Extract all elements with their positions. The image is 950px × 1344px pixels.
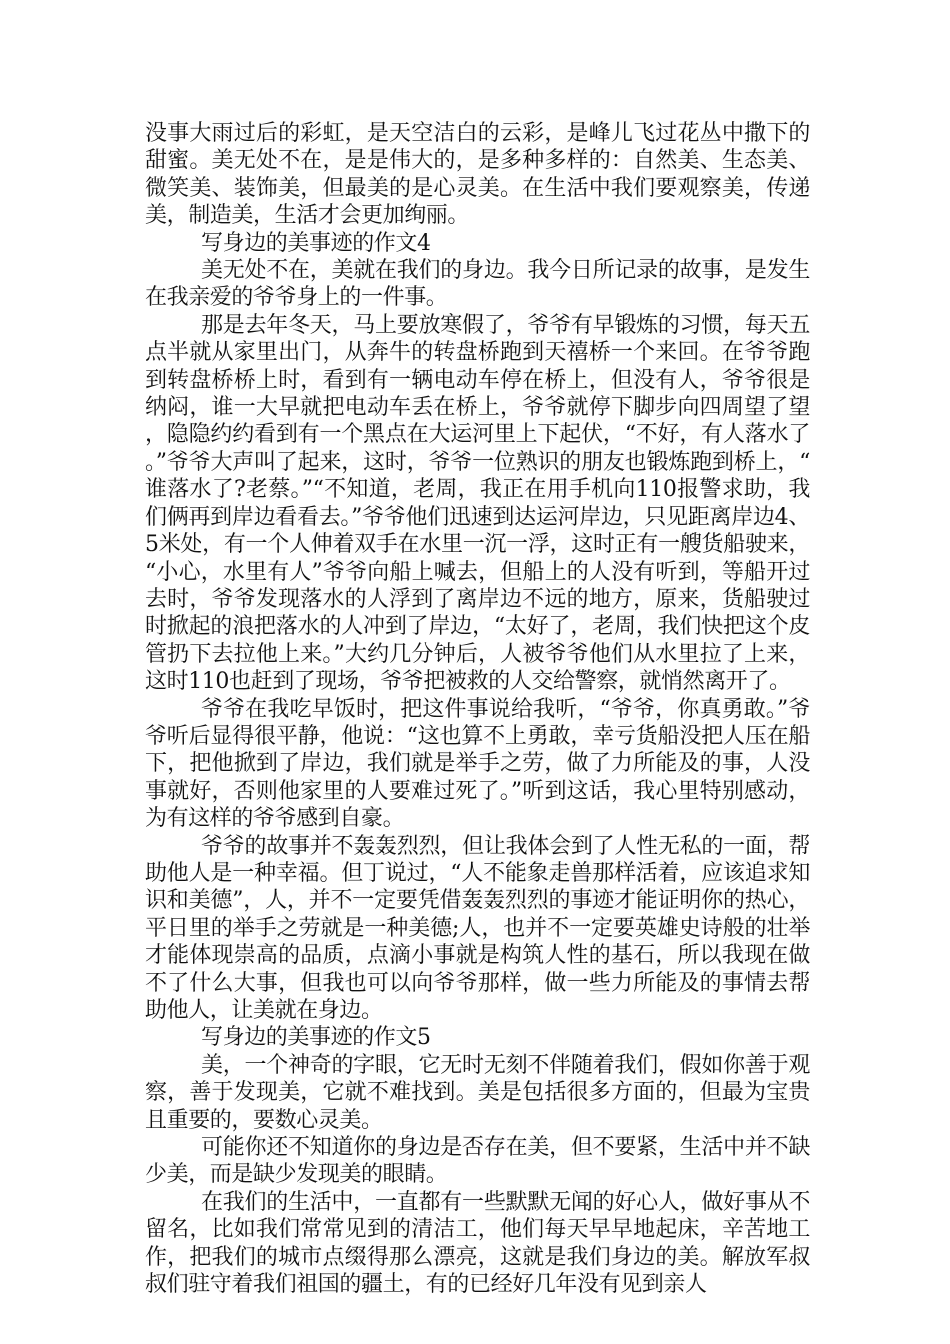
paragraph-6: 美，一个神奇的字眼，它无时无刻不伴随着我们，假如你善于观察，善于发现美，它就不难找到。美是包括很多方面的，但最为宝贵且重要的，要数心灵美。: [145, 1052, 810, 1133]
paragraph-7: 可能你还不知道你的身边是否存在美，但不要紧，生活中并不缺少美，而是缺少发现美的眼睛。: [145, 1135, 810, 1188]
paragraph-2: 美无处不在，美就在我们的身边。我今日所记录的故事，是发生在我亲爱的爷爷身上的一件事。: [145, 258, 810, 311]
section-heading-4: 写身边的美事迹的作文4: [201, 230, 431, 256]
paragraph-5: 爷爷的故事并不轰轰烈烈，但让我体会到了人性无私的一面，帮助他人是一种幸福。但丁说过，“人不能象走兽那样活着，应该追求知识和美德”，人，并不一定要凭借轰轰烈烈的事迹才能证明你的热心，平日里的举手之劳就是一种美德;人，也并不一定要英雄史诗般的壮举才能体现崇高的品质，点滴小事就是构筑人性的基石，所以我现在做不了什么大事，但我也可以向爷爷那样，做一些力所能及的事情去帮助他人，让美就在身边。: [145, 833, 810, 1023]
paragraph-4: 爷爷在我吃早饭时，把这件事说给我听，“爷爷，你真勇敢。”爷爷听后显得很平静，他说：“这也算不上勇敢，幸亏货船没把人压在船下，把他掀到了岸边，我们就是举手之劳，做了力所能及的事，人没事就好，否则他家里的人要难过死了。”听到这话，我心里特别感动，为有这样的爷爷感到自豪。: [145, 696, 810, 832]
section-heading-5: 写身边的美事迹的作文5: [201, 1025, 431, 1051]
document-body: [145, 120, 810, 1298]
paragraph-3: 那是去年冬天，马上要放寒假了，爷爷有早锻炼的习惯，每天五点半就从家里出门，从奔牛的转盘桥跑到天禧桥一个来回。在爷爷跑到转盘桥桥上时，看到有一辆电动车停在桥上，但没有人，爷爷很是纳闷，谁一大早就把电动车丢在桥上，爷爷就停下脚步向四周望了望，隐隐约约看到有一个黑点在大运河里上下起伏，“不好，有人落水了。”爷爷大声叫了起来，这时，爷爷一位熟识的朋友也锻炼跑到桥上，“谁落水了?老蔡。”“不知道，老周，我正在用手机向110报警求助，我们俩再到岸边看看去。”爷爷他们迅速到达运河岸边，只见距离岸边4、5米处，有一个人伸着双手在水里一沉一浮，这时正有一艘货船驶来，“小心，水里有人”爷爷向船上喊去，但船上的人没有听到，等船开过去时，爷爷发现落水的人浮到了离岸边不远的地方，原来，货船驶过时掀起的浪把落水的人冲到了岸边，“太好了，老周，我们快把这个皮管扔下去拉他上来。”大约几分钟后，人被爷爷他们从水里拉了上来，这时110也赶到了现场，爷爷把被救的人交给警察，就悄然离开了。: [145, 312, 810, 695]
paragraph-8: 在我们的生活中，一直都有一些默默无闻的好心人，做好事从不留名，比如我们常常见到的清洁工，他们每天早早地起床，辛苦地工作，把我们的城市点缀得那么漂亮，这就是我们身边的美。解放军叔叔们驻守着我们祖国的疆土，有的已经好几年没有见到亲人: [145, 1189, 810, 1298]
paragraph-1: 没事大雨过后的彩虹，是天空洁白的云彩，是峰儿飞过花丛中撒下的甜蜜。美无处不在，是是伟大的，是多种多样的：自然美、生态美、微笑美、装饰美，但最美的是心灵美。在生活中我们要观察美，传递美，制造美，生活才会更加绚丽。: [145, 121, 810, 229]
